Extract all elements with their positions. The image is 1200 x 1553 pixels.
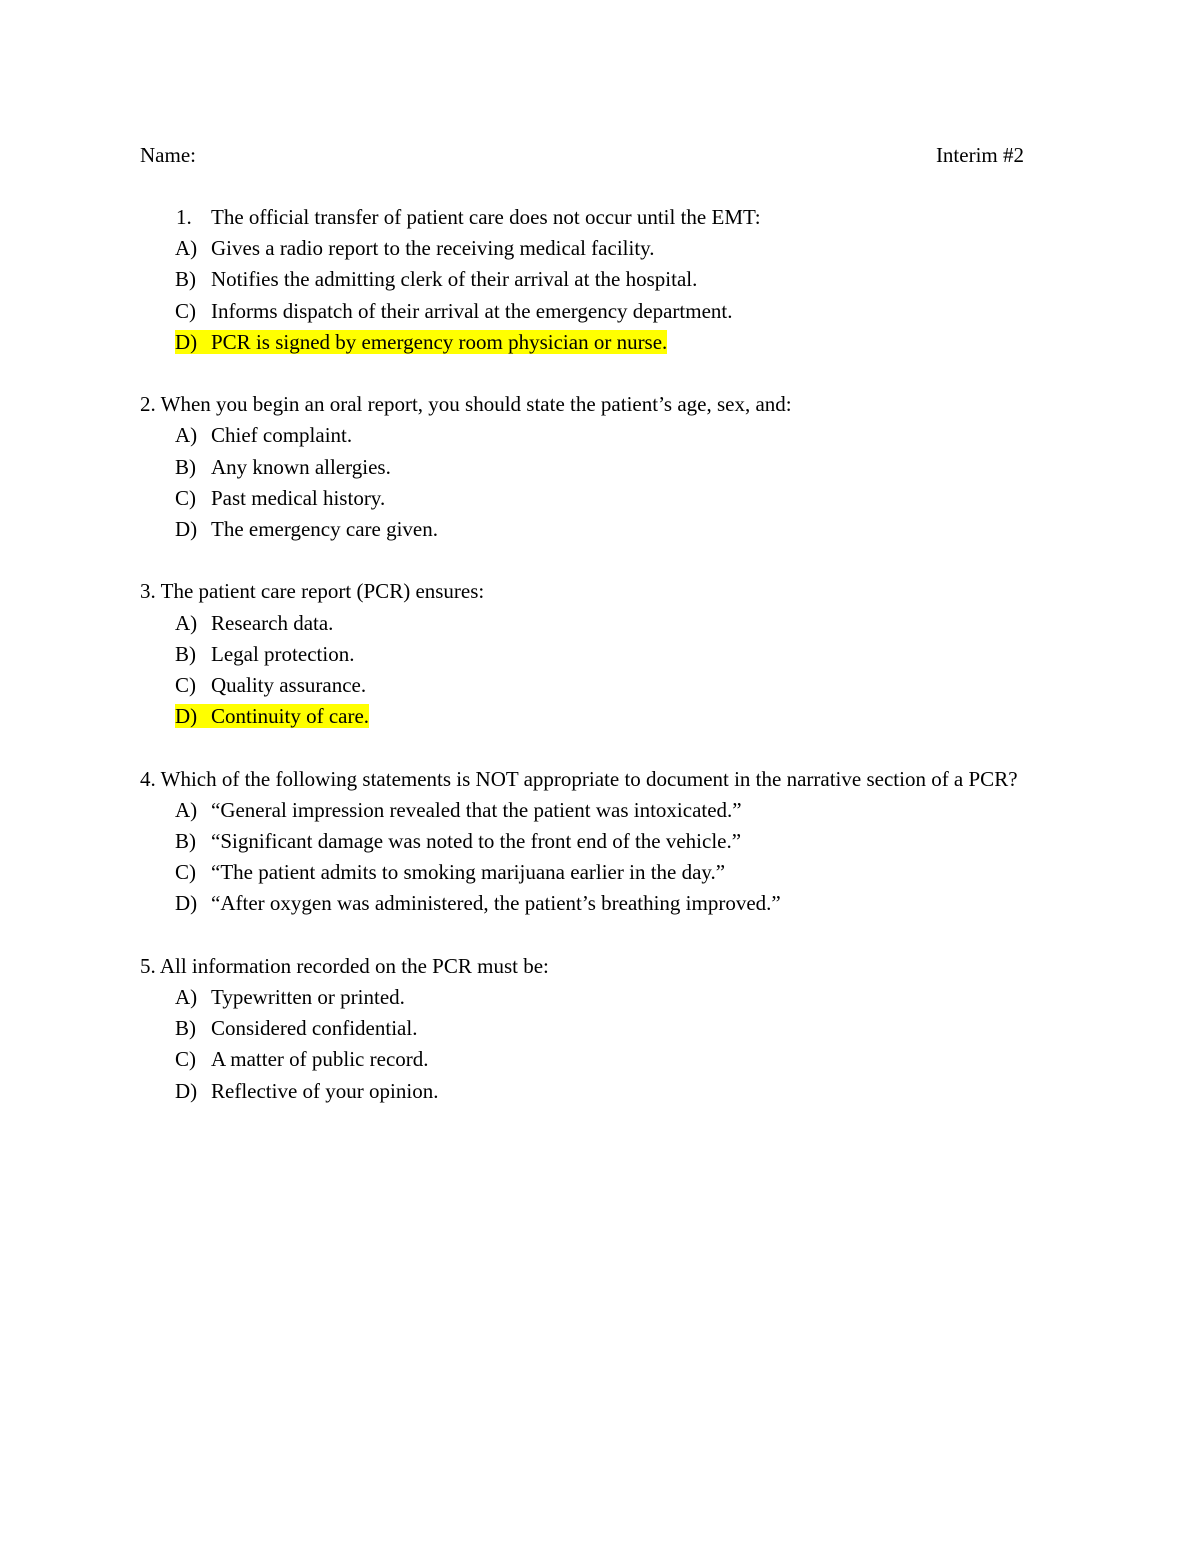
name-label: Name: <box>140 143 196 167</box>
option-letter: A) <box>175 236 198 261</box>
option-letter: D) <box>175 704 198 729</box>
question-3 <box>140 576 1060 732</box>
option-text: Quality assurance. <box>211 673 367 698</box>
question-2 <box>140 389 1060 545</box>
option-a <box>140 795 1060 826</box>
option-d-highlighted-answer <box>140 327 1060 358</box>
option-text: “The patient admits to smoking marijuana earlier in the day.” <box>211 860 726 885</box>
option-list <box>140 795 1060 920</box>
question-1 <box>140 202 1060 358</box>
option-text: “General impression revealed that the patient was intoxicated.” <box>211 797 742 822</box>
option-letter: A) <box>175 610 198 635</box>
option-text: A matter of public record. <box>211 1047 429 1072</box>
option-letter: D) <box>175 1078 198 1103</box>
question-4 <box>140 764 1060 920</box>
option-d-highlighted-answer <box>140 701 1060 732</box>
option-d <box>140 514 1060 545</box>
option-a <box>140 982 1060 1013</box>
option-list <box>140 420 1060 545</box>
option-b <box>140 639 1060 670</box>
option-letter: B) <box>175 267 196 292</box>
option-c <box>140 483 1060 514</box>
option-text: PCR is signed by emergency room physician or nurse. <box>211 329 668 354</box>
option-letter: D) <box>175 891 198 916</box>
option-letter: A) <box>175 797 198 822</box>
option-text: Typewritten or printed. <box>211 985 405 1010</box>
option-letter: C) <box>175 485 196 510</box>
option-text: Chief complaint. <box>211 423 353 448</box>
option-text: Notifies the admitting clerk of their arrival at the hospital. <box>211 267 698 292</box>
option-letter: A) <box>175 423 198 448</box>
option-b <box>140 452 1060 483</box>
option-text: Considered confidential. <box>211 1016 418 1041</box>
question-stem: 2. When you begin an oral report, you should state the patient’s age, sex, and: <box>140 392 792 417</box>
option-text: Past medical history. <box>211 485 386 510</box>
page-header <box>140 143 1024 173</box>
question-number: 1. <box>176 205 192 229</box>
option-a <box>140 420 1060 451</box>
option-d <box>140 888 1060 919</box>
option-b <box>140 826 1060 857</box>
option-letter: C) <box>175 860 196 885</box>
option-c <box>140 857 1060 888</box>
option-c <box>140 670 1060 701</box>
option-letter: D) <box>175 517 198 542</box>
option-text: Legal protection. <box>211 641 355 666</box>
question-stem <box>140 202 1060 233</box>
option-list <box>140 608 1060 733</box>
question-5 <box>140 951 1060 1107</box>
option-letter: C) <box>175 298 196 323</box>
option-a <box>140 233 1060 264</box>
question-text: The official transfer of patient care does not occur until the EMT: <box>211 205 761 229</box>
question-stem: 5. All information recorded on the PCR must be: <box>140 953 549 978</box>
option-letter: B) <box>175 1016 196 1041</box>
option-letter: B) <box>175 641 196 666</box>
option-letter: A) <box>175 985 198 1010</box>
option-text: Research data. <box>211 610 334 635</box>
option-letter: D) <box>175 329 198 354</box>
option-letter: C) <box>175 1047 196 1072</box>
option-text: Informs dispatch of their arrival at the emergency department. <box>211 298 733 323</box>
option-text: Continuity of care. <box>211 704 370 729</box>
option-list <box>140 982 1060 1107</box>
option-b <box>140 264 1060 295</box>
option-a <box>140 608 1060 639</box>
option-text: Gives a radio report to the receiving medical facility. <box>211 236 655 261</box>
option-text: Reflective of your opinion. <box>211 1078 439 1103</box>
option-text: Any known allergies. <box>211 454 391 479</box>
option-c <box>140 296 1060 327</box>
option-letter: B) <box>175 454 196 479</box>
page-title: Interim #2 <box>935 143 1024 167</box>
question-stem: 4. Which of the following statements is NOT appropriate to document in the narrative section of a PCR? <box>140 766 1018 791</box>
option-text: “After oxygen was administered, the patient’s breathing improved.” <box>211 891 781 916</box>
option-text: The emergency care given. <box>211 517 438 542</box>
option-d <box>140 1076 1060 1107</box>
question-list <box>140 202 1060 1138</box>
option-b <box>140 1013 1060 1044</box>
question-stem: 3. The patient care report (PCR) ensures: <box>140 579 485 604</box>
option-list <box>140 233 1060 358</box>
option-letter: C) <box>175 673 196 698</box>
option-c <box>140 1044 1060 1075</box>
option-text: “Significant damage was noted to the front end of the vehicle.” <box>211 829 742 854</box>
option-letter: B) <box>175 829 196 854</box>
